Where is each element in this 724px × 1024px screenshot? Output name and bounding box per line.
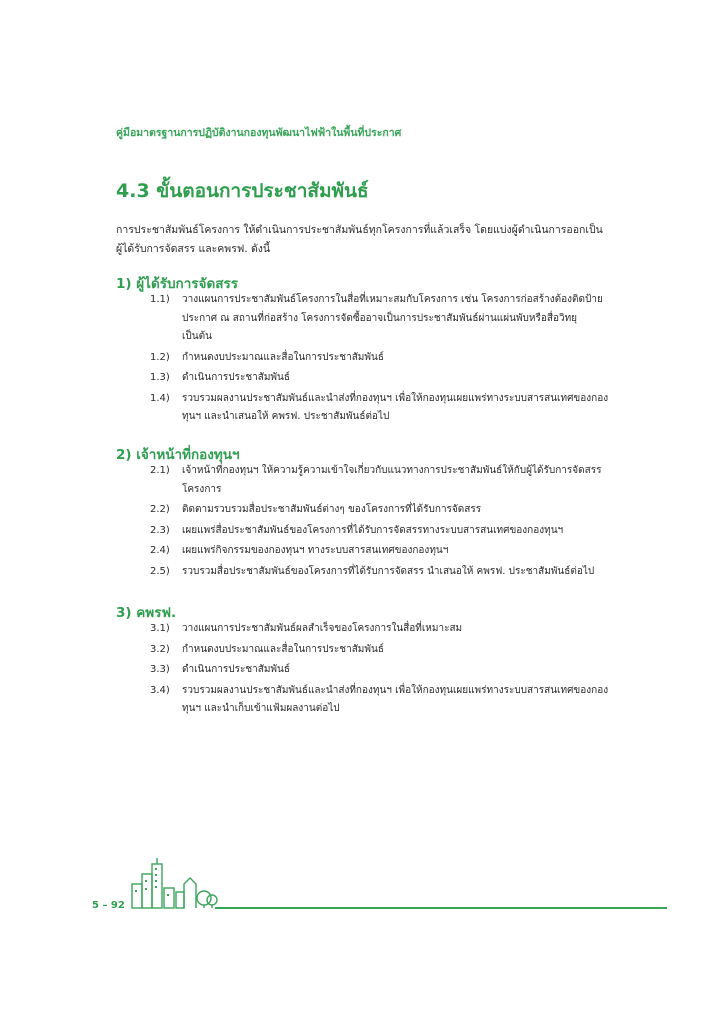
item-text: วางแผนการประชาสัมพันธ์โครงการในสื่อที่เหมาะสมกับโครงการ เช่น โครงการก่อสร้างต้องติดป้ายประกาศ ณ สถานที่ก่อสร้าง โครงการจัดซื้ออาจเป็นการประชาสัมพันธ์ผ่านแผ่นพับหรือสื่อวิทยุ เป็นต้น: [182, 294, 603, 342]
item-number: 1.1): [150, 294, 170, 305]
list-item: [150, 291, 610, 347]
list-item: [150, 563, 610, 582]
subsection-2-list: [150, 462, 610, 583]
intro-paragraph: [116, 221, 616, 259]
city-buildings-trees-icon: [130, 858, 220, 910]
item-text: เจ้าหน้าที่กองทุนฯ ให้ความรู้ความเข้าใจเกี่ยวกับแนวทางการประชาสัมพันธ์ให้กับผู้ได้รับการจัดสรรโครงการ: [182, 465, 602, 495]
item-text: กำหนดงบประมาณและสื่อในการประชาสัมพันธ์: [182, 351, 384, 363]
item-text: เผยแพร่สื่อประชาสัมพันธ์ของโครงการที่ได้รับการจัดสรรทางระบบสารสนเทศของกองทุนฯ: [182, 524, 564, 536]
item-number: 3.1): [150, 623, 170, 634]
item-text: กำหนดงบประมาณและสื่อในการประชาสัมพันธ์: [182, 643, 384, 655]
subsection-1-list: [150, 291, 610, 429]
item-number: 3.2): [150, 643, 170, 655]
item-number: 3.4): [150, 684, 170, 696]
footer-divider: [215, 907, 667, 909]
list-item: [150, 349, 610, 368]
item-number: 2.1): [150, 465, 170, 476]
item-number: 3.3): [150, 664, 170, 675]
item-number: 2.2): [150, 504, 170, 515]
item-number: 1.2): [150, 351, 170, 363]
intro-line: การประชาสัมพันธ์โครงการ ให้ดำเนินการประชาสัมพันธ์ทุกโครงการที่แล้วเสร็จ โดยแบ่งผู้ดำเนินการออกเป็น: [116, 224, 603, 236]
item-text: ดำเนินการประชาสัมพันธ์: [182, 372, 290, 383]
item-number: 2.5): [150, 565, 170, 577]
item-text: ติดตามรวบรวมสื่อประชาสัมพันธ์ต่างๆ ของโครงการที่ได้รับการจัดสรร: [182, 504, 482, 515]
list-item: [150, 462, 610, 499]
list-item: [150, 620, 610, 639]
list-item: [150, 501, 610, 520]
subsection-3-list: [150, 620, 610, 721]
item-text: เผยแพร่กิจกรรมของกองทุนฯ ทางระบบสารสนเทศของกองทุนฯ: [182, 545, 449, 556]
subsection-heading-3: 3) คพรฟ.: [116, 605, 177, 621]
item-number: 1.3): [150, 372, 170, 383]
item-number: 1.4): [150, 392, 170, 404]
running-header: คู่มือมาตรฐานการปฏิบัติงานกองทุนพัฒนาไฟฟ้าในพื้นที่ประกาศ: [116, 127, 402, 139]
item-text: รวบรวมผลงานประชาสัมพันธ์และนำส่งที่กองทุนฯ เพื่อให้กองทุนเผยแพร่ทางระบบสารสนเทศของกองทุนฯ และนำเสนอให้ คพรฟ. ประชาสัมพันธ์ต่อไป: [182, 392, 609, 422]
item-text: ดำเนินการประชาสัมพันธ์: [182, 664, 290, 675]
item-text: รวบรวมผลงานประชาสัมพันธ์และนำส่งที่กองทุนฯ เพื่อให้กองทุนเผยแพร่ทางระบบสารสนเทศของกองทุนฯ และนำเก็บเข้าแฟ้มผลงานต่อไป: [182, 684, 609, 714]
list-item: [150, 390, 610, 427]
section-title: 4.3 ขั้นตอนการประชาสัมพันธ์: [116, 180, 369, 202]
list-item: [150, 369, 610, 388]
page-number: 5 – 92: [92, 900, 125, 911]
item-number: 2.4): [150, 545, 170, 556]
item-text: รวบรวมสื่อประชาสัมพันธ์ของโครงการที่ได้รับการจัดสรร นำเสนอให้ คพรฟ. ประชาสัมพันธ์ต่อไป: [182, 565, 595, 577]
subsection-heading-1: 1) ผู้ได้รับการจัดสรร: [116, 276, 238, 292]
subsection-heading-2: 2) เจ้าหน้าที่กองทุนฯ: [116, 447, 240, 463]
item-number: 2.3): [150, 524, 170, 536]
list-item: [150, 641, 610, 660]
list-item: [150, 542, 610, 561]
list-item: [150, 682, 610, 719]
intro-line: ผู้ได้รับการจัดสรร และคพรฟ. ดังนี้: [116, 243, 271, 255]
list-item: [150, 522, 610, 541]
item-text: วางแผนการประชาสัมพันธ์ผลสำเร็จของโครงการในสื่อที่เหมาะสม: [182, 623, 463, 634]
list-item: [150, 661, 610, 680]
